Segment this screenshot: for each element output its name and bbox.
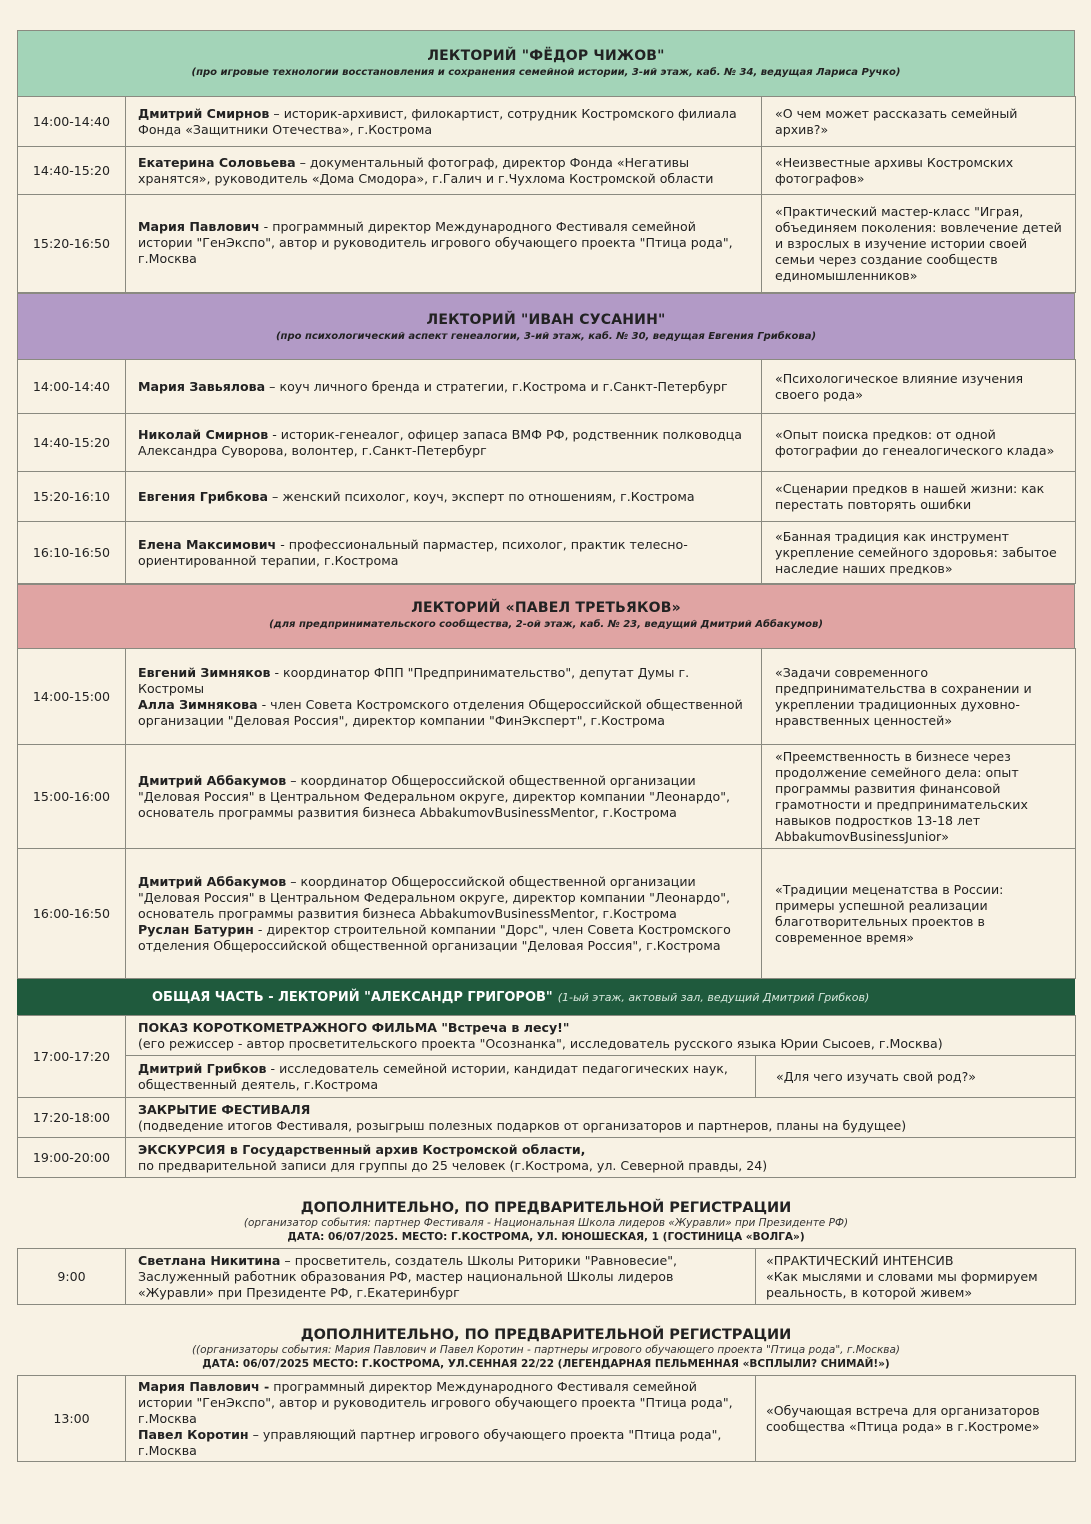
time-cell: 15:20-16:50: [18, 195, 126, 293]
topic-cell: «О чем может рассказать семейный архив?»: [762, 97, 1076, 147]
lecture-title: ЛЕКТОРИЙ «ПАВЕЛ ТРЕТЬЯКОВ»: [411, 600, 681, 616]
general-table: [17, 1015, 1076, 1178]
speaker-name: Мария Павлович -: [138, 1378, 270, 1394]
closing-desc: (подведение итогов Фестиваля, розыгрыш полезных подарков от организаторов и партнеров, планы на будущее): [138, 1117, 907, 1133]
table-row: [18, 745, 1076, 849]
speaker-name: Мария Павлович: [138, 219, 260, 234]
excursion-title: ЭКСКУРСИЯ в Государственный архив Костромской области,: [138, 1141, 586, 1157]
speaker-cell: [126, 1056, 756, 1098]
lecture-subtitle: (про игровые технологии восстановления и сохранения семейной истории, 3-ий этаж, каб. № 34, ведущая Лариса Ручко): [191, 67, 901, 78]
general-subtitle: (1-ый этаж, актовый зал, ведущий Дмитрий Грибков): [557, 990, 870, 1004]
speaker-name: Дмитрий Грибков: [138, 1060, 267, 1076]
speaker-cell: [126, 97, 762, 147]
speaker-cell: [126, 147, 762, 195]
schedule-page: [17, 30, 1075, 1462]
speaker-cell: [126, 1376, 756, 1462]
speaker-name: Дмитрий Смирнов: [138, 105, 270, 121]
speaker-desc: - профессиональный пармастер, психолог, практик телесно-ориентированной терапии, г.Кострома: [138, 536, 688, 568]
time-cell: 17:00-17:20: [18, 1016, 126, 1098]
table-row: [18, 1056, 1076, 1098]
table-row: [18, 849, 1076, 979]
time-cell: 15:20-16:10: [18, 472, 126, 522]
table-row: [18, 414, 1076, 472]
table-row: [18, 1138, 1076, 1178]
table-row: [18, 649, 1076, 745]
extra-organizer: ((организаторы события: Мария Павлович и Павел Коротин - партнеры игрового обучающего проекта "Птица рода", г.Москва): [191, 1344, 901, 1356]
table-row: [18, 195, 1076, 293]
speaker-desc: – координатор Общероссийской общественной организации "Деловая Россия" в Центральном Федеральном округе, директор компании "Леонардо", основатель программы развития бизнеса AbbakumovBusinessMentor, г.Кострома: [138, 873, 731, 921]
speaker-desc: – управляющий партнер игрового обучающего проекта "Птица рода", г.Москва: [138, 1426, 722, 1458]
extra-title: ДОПОЛНИТЕЛЬНО, ПО ПРЕДВАРИТЕЛЬНОЙ РЕГИСТРАЦИИ: [300, 1200, 792, 1216]
speaker-desc: - координатор ФПП "Предпринимательство", депутат Думы г. Костромы: [138, 664, 690, 696]
topic-cell: «Банная традиция как инструмент укрепление семейного здоровья: забытое наследие наших предков»: [762, 522, 1076, 584]
speaker-name: Дмитрий Аббакумов: [138, 873, 287, 889]
speaker-name: Николай Смирнов: [138, 426, 269, 442]
topic-cell: «Преемственность в бизнесе через продолжение семейного дела: опыт программы развития финансовой грамотности и предпринимательских навыков подростков 13-18 лет AbbakumovBusinessJunior»: [762, 745, 1076, 849]
topic-cell: «Опыт поиска предков: от одной фотографии до генеалогического клада»: [762, 414, 1076, 472]
speaker-cell: [126, 745, 762, 849]
time-cell: 15:00-16:00: [18, 745, 126, 849]
topic-line: «ПРАКТИЧЕСКИЙ ИНТЕНСИВ: [766, 1252, 954, 1268]
speaker-name: Евгений Зимняков: [138, 664, 271, 680]
extra-table-2: [17, 1375, 1076, 1462]
lecture-subtitle: (про психологический аспект генеалогии, 3-ий этаж, каб. № 30, ведущая Евгения Грибкова): [275, 331, 817, 342]
speaker-desc: – просветитель, создатель Школы Риторики "Равновесие", Заслуженный работник образования РФ, мастер национальной Школы лидеров «Журавли» при Президенте РФ, г.Екатеринбург: [138, 1252, 678, 1300]
speaker-desc: – женский психолог, коуч, эксперт по отношениям, г.Кострома: [268, 488, 695, 504]
topic-cell: [756, 1249, 1076, 1305]
table-row: [18, 522, 1076, 584]
lecture-header-susanin: [17, 293, 1075, 359]
lecture-title: ЛЕКТОРИЙ "ИВАН СУСАНИН": [426, 312, 666, 328]
speaker-desc: - член Совета Костромского отделения Общероссийской общественной организации "Деловая Россия", директор компании "ФинЭксперт", г.Кострома: [138, 696, 743, 728]
extra-title: ДОПОЛНИТЕЛЬНО, ПО ПРЕДВАРИТЕЛЬНОЙ РЕГИСТРАЦИИ: [300, 1327, 792, 1343]
time-cell: 16:10-16:50: [18, 522, 126, 584]
lecture-table-susanin: [17, 359, 1076, 584]
lecture-subtitle: (для предпринимательского сообщества, 2-ой этаж, каб. № 23, ведущий Дмитрий Аббакумов): [269, 619, 823, 630]
topic-line: «Как мыслями и словами мы формируем реальность, в которой живем»: [766, 1268, 1038, 1300]
speaker-cell: [126, 195, 762, 293]
table-row: [18, 1098, 1076, 1138]
speaker-cell: [126, 414, 762, 472]
speaker-cell: [126, 1249, 756, 1305]
table-row: [18, 147, 1076, 195]
speaker-desc: - историк-генеалог, офицер запаса ВМФ РФ, родственник полководца Александра Суворова, волонтер, г.Санкт-Петербург: [138, 426, 742, 458]
speaker-desc: – историк-архивист, филокартист, сотрудник Костромского филиала Фонда «Защитники Отечества», г.Кострома: [138, 105, 737, 137]
speaker-name: Светлана Никитина: [138, 1252, 281, 1268]
closing-cell: [126, 1098, 1076, 1138]
speaker-desc: - директор строительной компании "Дорс", член Совета Костромского отделения Общероссийской общественной организации "Деловая Россия", г.Кострома: [138, 921, 731, 953]
topic-cell: «Обучающая встреча для организаторов сообщества «Птица рода» в г.Костроме»: [756, 1376, 1076, 1462]
speaker-name: Елена Максимович: [138, 536, 277, 552]
time-cell: 17:20-18:00: [18, 1098, 126, 1138]
extra-date: ДАТА: 06/07/2025. МЕСТО: Г.КОСТРОМА, УЛ. ЮНОШЕСКАЯ, 1 (ГОСТИНИЦА «ВОЛГА»): [287, 1231, 805, 1243]
speaker-name: Евгения Грибкова: [138, 488, 269, 504]
speaker-desc: - программный директор Международного Фестиваля семейной истории "ГенЭкспо", автор и руководитель игрового обучающего проекта "Птица рода", г.Москва: [138, 219, 733, 266]
topic-cell: «Практический мастер-класс "Играя, объединяем поколения: вовлечение детей и взрослых в изучение истории своей семьи через создание сообществ единомышленников»: [762, 195, 1076, 293]
film-cell: [126, 1016, 1076, 1056]
time-cell: 16:00-16:50: [18, 849, 126, 979]
topic-cell: «Психологическое влияние изучения своего рода»: [762, 360, 1076, 414]
topic-cell: «Для чего изучать свой род?»: [756, 1056, 1076, 1098]
lecture-header-tretyakov: [17, 584, 1075, 648]
table-row: [18, 97, 1076, 147]
speaker-name: Алла Зимнякова: [138, 696, 258, 712]
lecture-title: ЛЕКТОРИЙ "ФЁДОР ЧИЖОВ": [427, 48, 665, 64]
time-cell: 19:00-20:00: [18, 1138, 126, 1178]
lecture-table-tretyakov: [17, 648, 1076, 979]
time-cell: 14:00-14:40: [18, 360, 126, 414]
film-title: ПОКАЗ КОРОТКОМЕТРАЖНОГО ФИЛЬМА "Встреча в лесу!": [138, 1019, 570, 1035]
speaker-name: Дмитрий Аббакумов: [138, 772, 287, 788]
excursion-cell: [126, 1138, 1076, 1178]
topic-cell: «Традиции меценатства в России: примеры успешной реализации благотворительных проектов в современное время»: [762, 849, 1076, 979]
film-desc: (его режиссер - автор просветительского проекта "Осознанка", исследователь русского языка Юрии Сысоев, г.Москва): [138, 1035, 943, 1051]
speaker-name: Мария Завьялова: [138, 378, 266, 394]
extra-organizer: (организатор события: партнер Фестиваля - Национальная Школа лидеров «Журавли» при Президенте РФ): [243, 1217, 849, 1229]
speaker-cell: [126, 472, 762, 522]
topic-cell: «Задачи современного предпринимательства в сохранении и укреплении традиционных духовно-нравственных ценностей»: [762, 649, 1076, 745]
speaker-cell: [126, 522, 762, 584]
speaker-desc: – коуч личного бренда и стратегии, г.Кострома и г.Санкт-Петербург: [265, 378, 728, 394]
time-cell: 14:40-15:20: [18, 414, 126, 472]
speaker-name: Руслан Батурин: [138, 921, 254, 937]
table-row: [18, 1249, 1076, 1305]
time-cell: 14:00-15:00: [18, 649, 126, 745]
lecture-header-chizhov: [17, 30, 1075, 96]
general-header: [17, 979, 1075, 1015]
time-cell: 14:00-14:40: [18, 97, 126, 147]
speaker-desc: – документальный фотограф, директор Фонда «Негативы хранятся», руководитель «Дома Смодора», г.Галич и г.Чухлома Костромской области: [138, 154, 714, 186]
time-cell: 13:00: [18, 1376, 126, 1462]
extra-table-1: [17, 1248, 1076, 1305]
speaker-name: Павел Коротин: [138, 1426, 249, 1442]
topic-cell: «Сценарии предков в нашей жизни: как перестать повторять ошибки: [762, 472, 1076, 522]
general-title: ОБЩАЯ ЧАСТЬ - ЛЕКТОРИЙ "АЛЕКСАНДР ГРИГОРОВ": [152, 989, 553, 1005]
speaker-name: Екатерина Соловьева: [138, 154, 296, 170]
excursion-desc: по предварительной записи для группы до 25 человек (г.Кострома, ул. Северной правды, 24): [138, 1157, 768, 1173]
speaker-cell: [126, 649, 762, 745]
time-cell: 14:40-15:20: [18, 147, 126, 195]
closing-title: ЗАКРЫТИЕ ФЕСТИВАЛЯ: [138, 1101, 311, 1117]
table-row: [18, 360, 1076, 414]
topic-cell: «Неизвестные архивы Костромских фотографов»: [762, 147, 1076, 195]
lecture-table-chizhov: [17, 96, 1076, 293]
time-cell: 9:00: [18, 1249, 126, 1305]
extra-date: ДАТА: 06/07/2025 МЕСТО: Г.КОСТРОМА, УЛ.СЕННАЯ 22/22 (ЛЕГЕНДАРНАЯ ПЕЛЬМЕННАЯ «ВСПЛЫЛИ? СНИМАЙ!»): [202, 1358, 890, 1370]
table-row: [18, 472, 1076, 522]
speaker-desc: программный директор Международного Фестиваля семейной истории "ГенЭкспо", автор и руководитель игрового обучающего проекта "Птица рода", г.Москва: [138, 1378, 733, 1426]
speaker-desc: – координатор Общероссийской общественной организации "Деловая Россия" в Центральном Федеральном округе, директор компании "Леонардо", основатель программы развития бизнеса AbbakumovBusinessMentor, г.Кострома: [138, 772, 731, 820]
table-row: [18, 1376, 1076, 1462]
speaker-cell: [126, 360, 762, 414]
speaker-desc: - исследователь семейной истории, кандидат педагогических наук, общественный деятель, г.Кострома: [138, 1060, 728, 1092]
speaker-cell: [126, 849, 762, 979]
table-row: [18, 1016, 1076, 1056]
